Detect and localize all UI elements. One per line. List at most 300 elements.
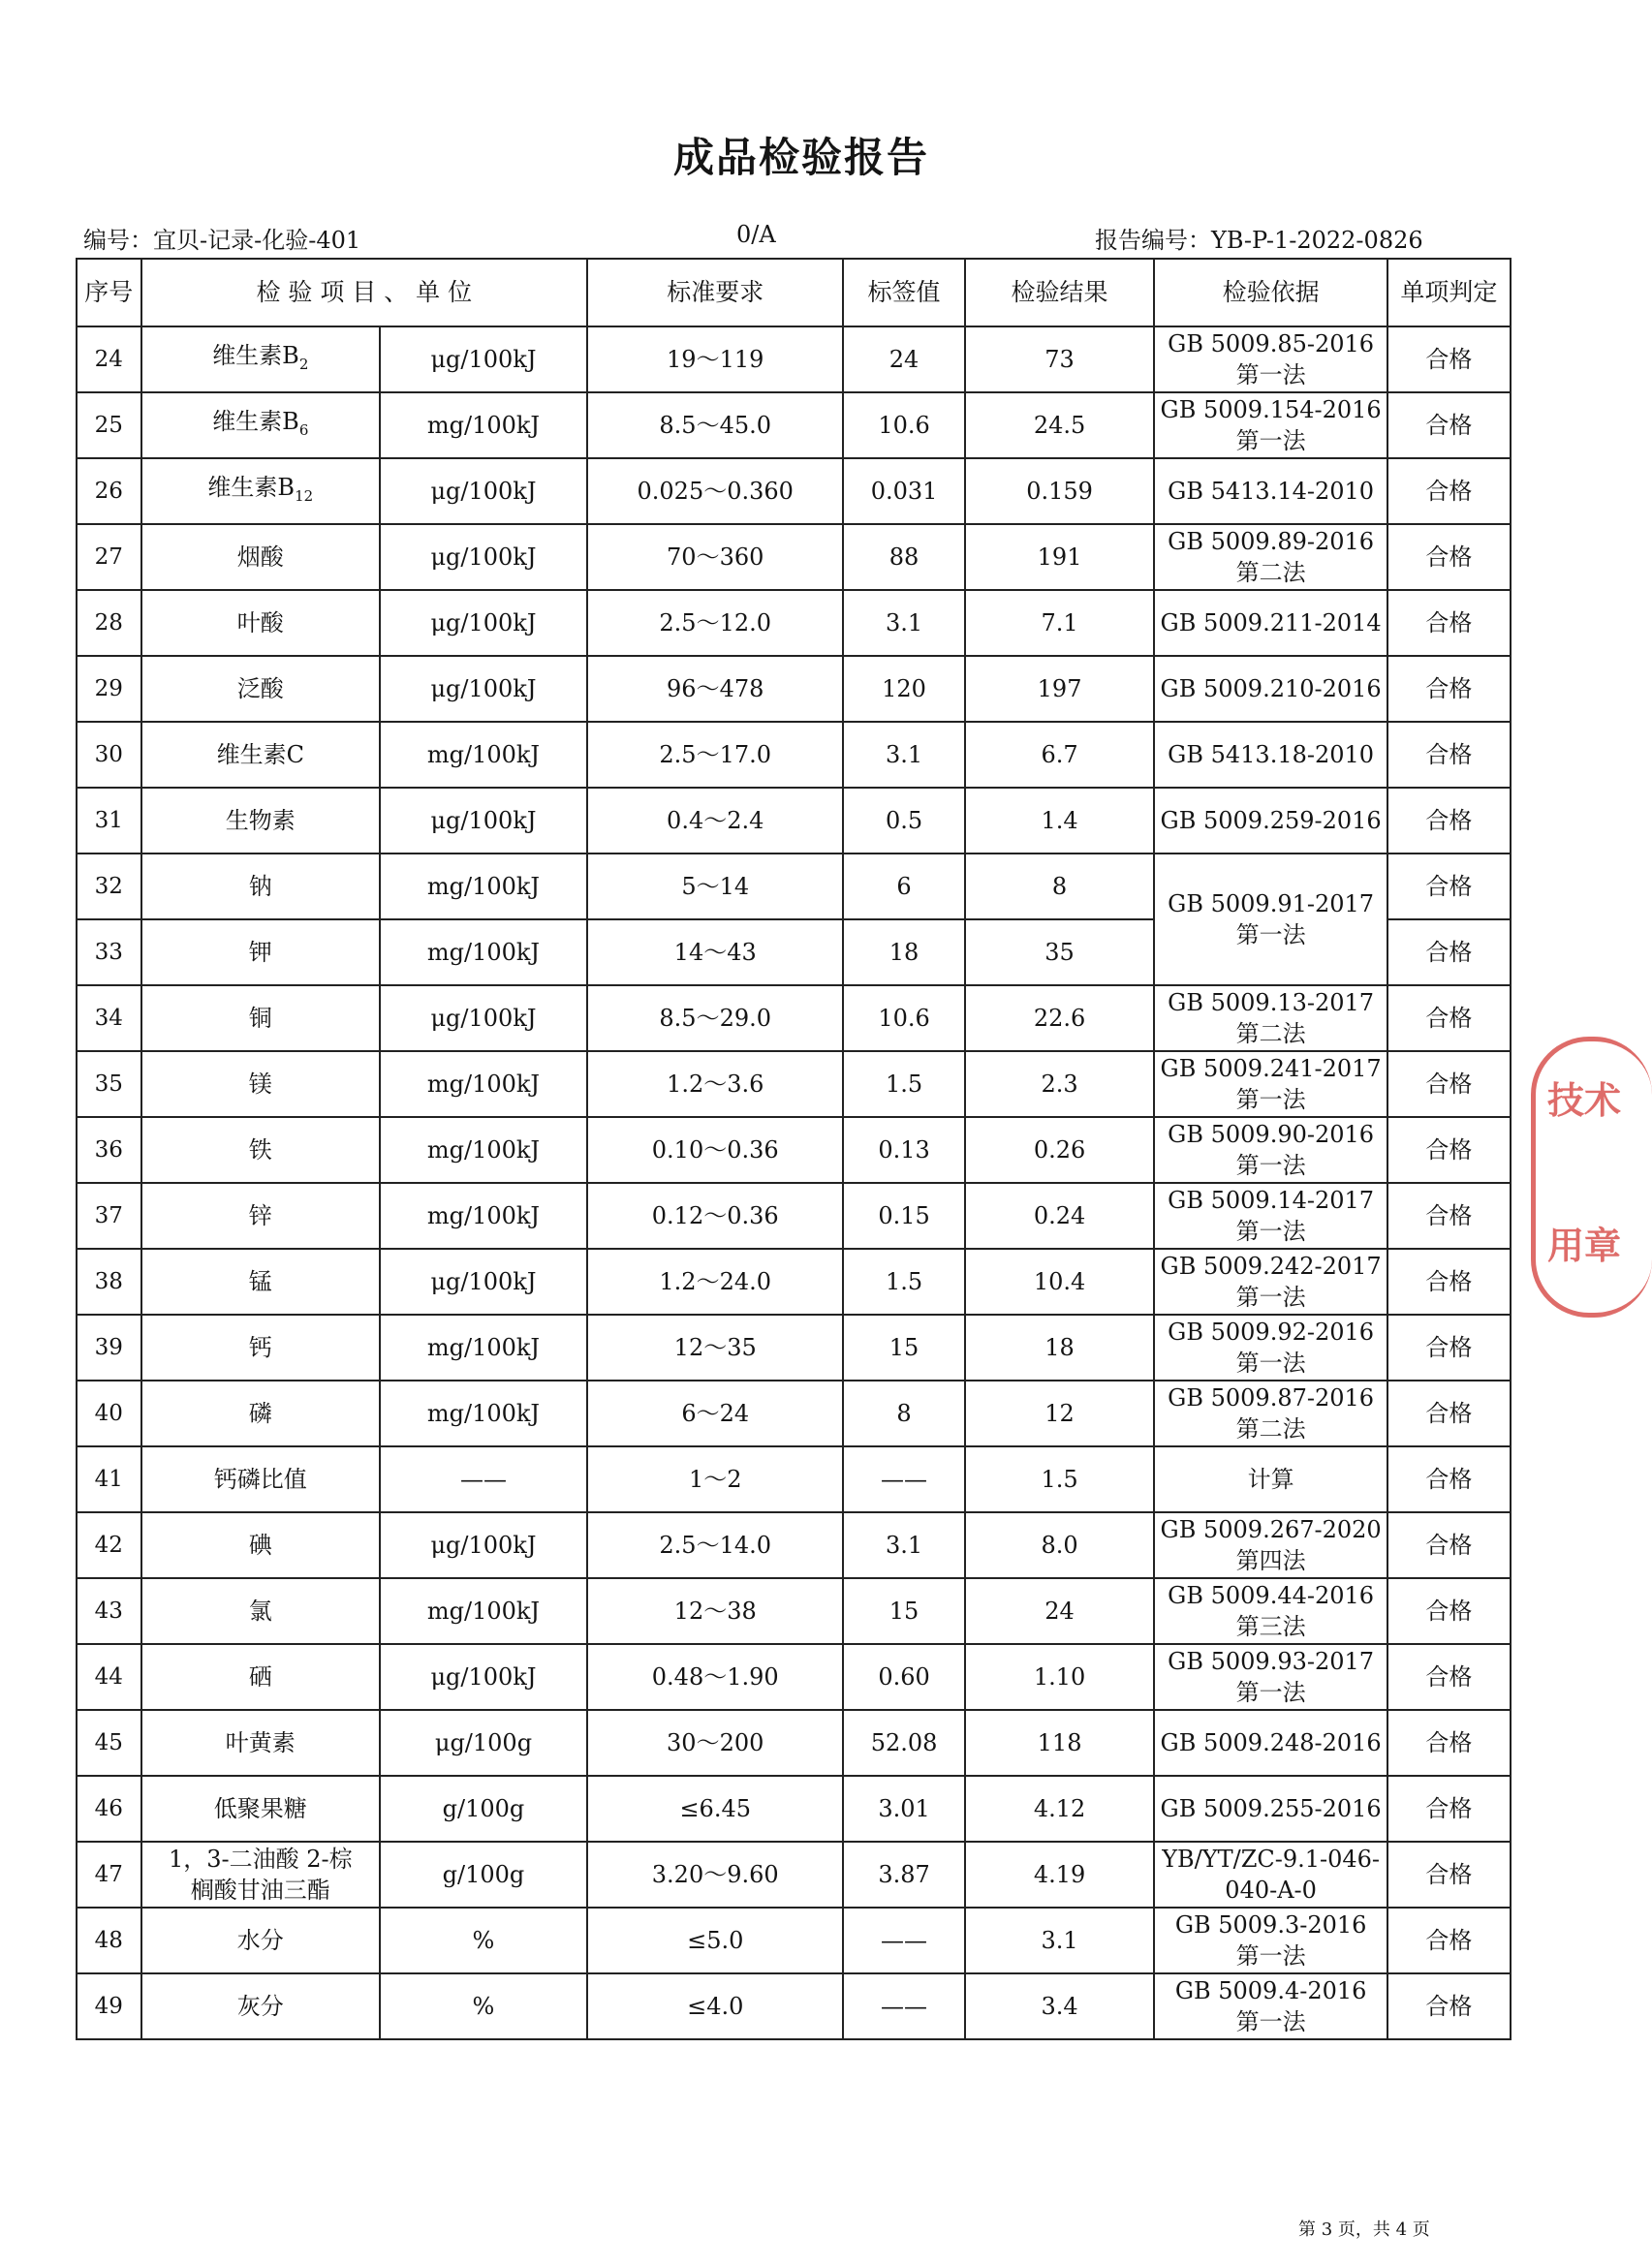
row-unit: mg/100kJ: [380, 1578, 587, 1644]
row-result: 0.159: [965, 458, 1155, 524]
row-basis-line2: 第一法: [1235, 921, 1306, 948]
header-seq: 序号: [77, 259, 141, 326]
row-label-value: 88: [843, 524, 964, 590]
row-standard: 2.5～17.0: [587, 722, 844, 788]
row-basis-line2: 第一法: [1235, 2008, 1306, 2035]
row-basis: [1154, 1644, 1387, 1710]
row-standard: 14～43: [587, 919, 844, 985]
row-label-value: 18: [843, 919, 964, 985]
row-basis: [1154, 1776, 1387, 1842]
row-basis: [1154, 1381, 1387, 1446]
row-item: [141, 1446, 380, 1512]
row-seq: 29: [77, 656, 141, 722]
table-row: [77, 1051, 1511, 1117]
row-basis-line1: GB 5009.4-2016: [1174, 1977, 1367, 2004]
row-item-name: 维生素C: [216, 741, 304, 768]
row-basis-line2: 第二法: [1235, 1020, 1306, 1047]
row-unit: μg/100kJ: [380, 656, 587, 722]
row-basis-line1: GB 5009.13-2017: [1168, 989, 1375, 1016]
version-number: 0/A: [736, 221, 776, 248]
row-basis: [1154, 1842, 1387, 1908]
row-label-value: ——: [843, 1908, 964, 1973]
row-label-value: 10.6: [843, 392, 964, 458]
row-label-value: 6: [843, 854, 964, 919]
row-label-value: 15: [843, 1315, 964, 1381]
row-item: [141, 788, 380, 854]
row-standard: 12～38: [587, 1578, 844, 1644]
row-judgment: 合格: [1387, 1710, 1511, 1776]
header-item-unit: 检 验 项 目 、 单 位: [141, 259, 587, 326]
row-basis-line2: 040-A-0: [1225, 1877, 1317, 1904]
row-unit: ——: [380, 1446, 587, 1512]
row-judgment: 合格: [1387, 788, 1511, 854]
row-result: 73: [965, 326, 1155, 392]
row-label-value: 10.6: [843, 985, 964, 1051]
row-basis-line1: GB 5009.154-2016: [1160, 396, 1382, 423]
row-judgment: 合格: [1387, 919, 1511, 985]
row-seq: 47: [77, 1842, 141, 1908]
row-item: [141, 1117, 380, 1183]
row-seq: 40: [77, 1381, 141, 1446]
table-row: [77, 590, 1511, 656]
row-result: 35: [965, 919, 1155, 985]
row-standard: 0.12～0.36: [587, 1183, 844, 1249]
row-result: 12: [965, 1381, 1155, 1446]
row-basis-line1: GB 5009.87-2016: [1168, 1384, 1375, 1412]
row-label-value: 0.031: [843, 458, 964, 524]
row-label-value: 24: [843, 326, 964, 392]
row-unit: mg/100kJ: [380, 1051, 587, 1117]
table-row: [77, 985, 1511, 1051]
row-item-name: 铁: [248, 1136, 272, 1164]
row-standard: 8.5～45.0: [587, 392, 844, 458]
table-header-row: [77, 259, 1511, 326]
row-result: 3.1: [965, 1908, 1155, 1973]
row-standard: 0.10～0.36: [587, 1117, 844, 1183]
row-label-value: 3.1: [843, 590, 964, 656]
row-item-name: 1，3-二油酸 2-棕: [168, 1846, 353, 1873]
row-label-value: 3.1: [843, 722, 964, 788]
row-unit: μg/100kJ: [380, 458, 587, 524]
row-seq: 41: [77, 1446, 141, 1512]
row-judgment: 合格: [1387, 1249, 1511, 1315]
row-judgment: 合格: [1387, 1183, 1511, 1249]
row-basis-line1: GB 5009.241-2017: [1160, 1055, 1382, 1082]
row-basis-line1: GB 5009.92-2016: [1168, 1319, 1375, 1346]
row-item-name: 磷: [248, 1400, 272, 1427]
row-item: [141, 1842, 380, 1908]
row-item-name: 铜: [248, 1005, 272, 1032]
row-seq: 39: [77, 1315, 141, 1381]
table-row: [77, 722, 1511, 788]
row-judgment: 合格: [1387, 590, 1511, 656]
row-item: [141, 985, 380, 1051]
seal-text-2: 用章: [1547, 1225, 1622, 1267]
row-item-name: 钙: [248, 1334, 272, 1361]
table-row: [77, 1908, 1511, 1973]
row-item: [141, 1183, 380, 1249]
row-label-value: 0.5: [843, 788, 964, 854]
row-item: [141, 1051, 380, 1117]
row-label-value: 8: [843, 1381, 964, 1446]
row-basis-line2: 第三法: [1235, 1613, 1306, 1640]
row-item-name: 泛酸: [236, 675, 284, 702]
row-label-value: 3.01: [843, 1776, 964, 1842]
row-basis-line1: GB 5413.14-2010: [1168, 478, 1375, 505]
row-item: [141, 656, 380, 722]
row-unit: μg/100kJ: [380, 985, 587, 1051]
row-result: 24.5: [965, 392, 1155, 458]
row-unit: μg/100kJ: [380, 1512, 587, 1578]
row-basis-line2: 第二法: [1235, 559, 1306, 586]
row-standard: 0.48～1.90: [587, 1644, 844, 1710]
row-unit: μg/100kJ: [380, 1249, 587, 1315]
row-seq: 30: [77, 722, 141, 788]
table-body: [77, 326, 1511, 2039]
row-basis-line1: 计算: [1247, 1466, 1294, 1493]
seal-text-1: 技术: [1547, 1079, 1622, 1122]
row-item-name: 钠: [248, 873, 272, 900]
row-item: [141, 590, 380, 656]
header-standard: 标准要求: [587, 259, 844, 326]
row-item-name: 维生素B: [212, 407, 299, 435]
table-row: [77, 1578, 1511, 1644]
row-result: 10.4: [965, 1249, 1155, 1315]
row-item-name: 生物素: [225, 807, 296, 834]
row-basis: [1154, 1973, 1387, 2039]
row-unit: %: [380, 1908, 587, 1973]
row-basis: [1154, 985, 1387, 1051]
row-item: [141, 392, 380, 458]
row-label-value: 15: [843, 1578, 964, 1644]
row-basis: [1154, 722, 1387, 788]
row-item: [141, 458, 380, 524]
row-judgment: 合格: [1387, 1117, 1511, 1183]
row-standard: 1.2～24.0: [587, 1249, 844, 1315]
row-item-name: 叶酸: [236, 609, 284, 636]
row-basis: [1154, 1117, 1387, 1183]
row-basis-line1: GB 5413.18-2010: [1168, 741, 1375, 768]
report-number: 报告编号：YB-P-1-2022-0826: [1095, 227, 1423, 254]
row-basis-line2: 第一法: [1235, 1086, 1306, 1113]
row-item: [141, 1644, 380, 1710]
row-basis-line2: 第一法: [1235, 427, 1306, 454]
row-label-value: 1.5: [843, 1249, 964, 1315]
row-unit: mg/100kJ: [380, 854, 587, 919]
row-unit: mg/100kJ: [380, 1381, 587, 1446]
row-standard: 8.5～29.0: [587, 985, 844, 1051]
row-standard: 96～478: [587, 656, 844, 722]
row-seq: 42: [77, 1512, 141, 1578]
row-result: 197: [965, 656, 1155, 722]
official-seal: [1531, 1037, 1652, 1318]
row-item-name: 灰分: [236, 1993, 284, 2020]
table-row: [77, 1315, 1511, 1381]
row-seq: 27: [77, 524, 141, 590]
row-judgment: 合格: [1387, 722, 1511, 788]
table-row: [77, 854, 1511, 919]
row-judgment: 合格: [1387, 524, 1511, 590]
row-basis: [1154, 1512, 1387, 1578]
row-basis-line2: 第一法: [1235, 1679, 1306, 1706]
row-result: 8: [965, 854, 1155, 919]
row-result: 1.10: [965, 1644, 1155, 1710]
row-item-subscript: 12: [295, 486, 314, 505]
row-standard: 6～24: [587, 1381, 844, 1446]
row-basis-line1: GB 5009.89-2016: [1168, 528, 1375, 555]
row-label-value: 3.1: [843, 1512, 964, 1578]
row-seq: 24: [77, 326, 141, 392]
row-basis: [1154, 1249, 1387, 1315]
row-judgment: 合格: [1387, 326, 1511, 392]
row-basis: [1154, 524, 1387, 590]
row-item-name-line2: 榈酸甘油三酯: [190, 1877, 330, 1904]
row-label-value: ——: [843, 1973, 964, 2039]
table-row: [77, 1776, 1511, 1842]
row-item-name: 水分: [236, 1927, 284, 1954]
row-basis-line1: GB 5009.210-2016: [1160, 675, 1382, 702]
row-seq: 44: [77, 1644, 141, 1710]
row-seq: 34: [77, 985, 141, 1051]
row-unit: mg/100kJ: [380, 722, 587, 788]
row-item-name: 钾: [248, 939, 272, 966]
row-seq: 31: [77, 788, 141, 854]
row-basis-line2: 第一法: [1235, 1218, 1306, 1245]
row-unit: μg/100kJ: [380, 788, 587, 854]
row-seq: 28: [77, 590, 141, 656]
table-row: [77, 458, 1511, 524]
row-basis-line1: GB 5009.255-2016: [1160, 1795, 1382, 1822]
row-judgment: 合格: [1387, 656, 1511, 722]
row-judgment: 合格: [1387, 1644, 1511, 1710]
row-unit: g/100g: [380, 1776, 587, 1842]
table-row: [77, 1249, 1511, 1315]
row-label-value: 1.5: [843, 1051, 964, 1117]
row-seq: 45: [77, 1710, 141, 1776]
row-result: 0.26: [965, 1117, 1155, 1183]
row-unit: mg/100kJ: [380, 392, 587, 458]
row-item: [141, 326, 380, 392]
table-row: [77, 1183, 1511, 1249]
row-unit: μg/100kJ: [380, 524, 587, 590]
row-standard: ≤4.0: [587, 1973, 844, 2039]
row-item: [141, 1776, 380, 1842]
row-label-value: 0.60: [843, 1644, 964, 1710]
row-basis-line1: GB 5009.90-2016: [1168, 1121, 1375, 1148]
row-item: [141, 524, 380, 590]
row-basis-line1: GB 5009.242-2017: [1160, 1253, 1382, 1280]
row-item: [141, 854, 380, 919]
row-result: 0.24: [965, 1183, 1155, 1249]
row-item: [141, 1249, 380, 1315]
row-judgment: 合格: [1387, 1842, 1511, 1908]
row-seq: 49: [77, 1973, 141, 2039]
row-item: [141, 1908, 380, 1973]
row-item-name: 维生素B: [212, 341, 299, 369]
row-label-value: 0.13: [843, 1117, 964, 1183]
row-basis-line2: 第一法: [1235, 1350, 1306, 1377]
row-item: [141, 1578, 380, 1644]
row-basis: [1154, 1578, 1387, 1644]
row-standard: 2.5～14.0: [587, 1512, 844, 1578]
row-standard: 3.20～9.60: [587, 1842, 844, 1908]
row-judgment: 合格: [1387, 854, 1511, 919]
table-row: [77, 1644, 1511, 1710]
row-item-name: 钙磷比值: [213, 1466, 307, 1493]
row-result: 4.19: [965, 1842, 1155, 1908]
row-item-name: 维生素B: [207, 473, 296, 501]
row-basis: [1154, 1908, 1387, 1973]
row-result: 1.5: [965, 1446, 1155, 1512]
row-item-name: 叶黄素: [225, 1729, 296, 1756]
row-unit: mg/100kJ: [380, 1117, 587, 1183]
row-item: [141, 1512, 380, 1578]
row-basis-line1: GB 5009.14-2017: [1168, 1187, 1375, 1214]
row-item: [141, 1315, 380, 1381]
row-seq: 35: [77, 1051, 141, 1117]
row-basis: [1154, 1710, 1387, 1776]
header-result: 检验结果: [965, 259, 1155, 326]
row-basis-line2: 第二法: [1235, 1415, 1306, 1443]
row-judgment: 合格: [1387, 985, 1511, 1051]
row-basis: [1154, 1446, 1387, 1512]
row-basis: [1154, 326, 1387, 392]
header-basis: 检验依据: [1154, 259, 1387, 326]
row-seq: 36: [77, 1117, 141, 1183]
row-label-value: 0.15: [843, 1183, 964, 1249]
row-result: 118: [965, 1710, 1155, 1776]
row-basis-line1: GB 5009.211-2014: [1160, 609, 1382, 636]
row-judgment: 合格: [1387, 1446, 1511, 1512]
table-row: [77, 788, 1511, 854]
row-basis: [1154, 788, 1387, 854]
row-basis-line2: 第一法: [1235, 1942, 1306, 1970]
row-result: 1.4: [965, 788, 1155, 854]
row-basis-line1: YB/YT/ZC-9.1-046-: [1162, 1846, 1381, 1873]
row-standard: 0.4～2.4: [587, 788, 844, 854]
row-result: 22.6: [965, 985, 1155, 1051]
row-basis-line1: GB 5009.44-2016: [1168, 1582, 1375, 1609]
row-basis-line1: GB 5009.3-2016: [1174, 1911, 1367, 1939]
row-unit: mg/100kJ: [380, 919, 587, 985]
row-item-name: 镁: [248, 1071, 272, 1098]
row-standard: 1.2～3.6: [587, 1051, 844, 1117]
row-result: 8.0: [965, 1512, 1155, 1578]
row-item-name: 氯: [248, 1598, 272, 1625]
row-basis: [1154, 458, 1387, 524]
row-basis-line1: GB 5009.267-2020: [1160, 1516, 1382, 1543]
row-result: 6.7: [965, 722, 1155, 788]
row-label-value: 120: [843, 656, 964, 722]
row-seq: 32: [77, 854, 141, 919]
row-judgment: 合格: [1387, 1578, 1511, 1644]
row-basis-line2: 第一法: [1235, 1284, 1306, 1311]
row-judgment: 合格: [1387, 458, 1511, 524]
row-judgment: 合格: [1387, 1973, 1511, 2039]
row-basis-line1: GB 5009.259-2016: [1160, 807, 1382, 834]
row-standard: ≤6.45: [587, 1776, 844, 1842]
row-standard: 19～119: [587, 326, 844, 392]
table-row: [77, 1381, 1511, 1446]
table-row: [77, 1512, 1511, 1578]
row-basis: [1154, 1183, 1387, 1249]
row-standard: 5～14: [587, 854, 844, 919]
row-result: 4.12: [965, 1776, 1155, 1842]
row-seq: 46: [77, 1776, 141, 1842]
row-item-subscript: 2: [298, 355, 309, 373]
row-judgment: 合格: [1387, 1051, 1511, 1117]
row-item-name: 硒: [248, 1663, 272, 1691]
row-seq: 25: [77, 392, 141, 458]
table-row: [77, 524, 1511, 590]
row-item: [141, 1381, 380, 1446]
row-standard: ≤5.0: [587, 1908, 844, 1973]
table-row: [77, 1446, 1511, 1512]
table-row: [77, 392, 1511, 458]
row-item-subscript: 6: [298, 420, 309, 439]
row-judgment: 合格: [1387, 1381, 1511, 1446]
row-unit: mg/100kJ: [380, 1183, 587, 1249]
row-unit: g/100g: [380, 1842, 587, 1908]
report-title: 成品检验报告: [672, 134, 929, 181]
row-seq: 37: [77, 1183, 141, 1249]
row-item-name: 碘: [248, 1532, 272, 1559]
row-seq: 43: [77, 1578, 141, 1644]
row-basis-line2: 第四法: [1235, 1547, 1306, 1574]
row-standard: 2.5～12.0: [587, 590, 844, 656]
row-unit: mg/100kJ: [380, 1315, 587, 1381]
row-standard: 30～200: [587, 1710, 844, 1776]
row-label-value: ——: [843, 1446, 964, 1512]
row-item: [141, 722, 380, 788]
table-row: [77, 1973, 1511, 2039]
row-basis: [1154, 1315, 1387, 1381]
row-unit: μg/100g: [380, 1710, 587, 1776]
row-unit: μg/100kJ: [380, 326, 587, 392]
row-basis: [1154, 1051, 1387, 1117]
row-basis-line1: GB 5009.85-2016: [1168, 330, 1375, 357]
row-standard: 1～2: [587, 1446, 844, 1512]
table-row: [77, 1117, 1511, 1183]
row-item-name: 烟酸: [236, 543, 284, 571]
row-item-name: 低聚果糖: [213, 1795, 307, 1822]
row-item: [141, 919, 380, 985]
table-row: [77, 326, 1511, 392]
row-basis: [1154, 590, 1387, 656]
table-row: [77, 1710, 1511, 1776]
table-row: [77, 1842, 1511, 1908]
row-label-value: 52.08: [843, 1710, 964, 1776]
row-judgment: 合格: [1387, 1315, 1511, 1381]
row-standard: 70～360: [587, 524, 844, 590]
inspection-table: [76, 258, 1512, 2040]
row-standard: 12～35: [587, 1315, 844, 1381]
row-unit: μg/100kJ: [380, 590, 587, 656]
row-label-value: 3.87: [843, 1842, 964, 1908]
row-result: 7.1: [965, 590, 1155, 656]
row-judgment: 合格: [1387, 1908, 1511, 1973]
row-basis-line2: 第一法: [1235, 361, 1306, 388]
row-basis-line1: GB 5009.248-2016: [1160, 1729, 1382, 1756]
row-result: 3.4: [965, 1973, 1155, 2039]
row-item-name: 锌: [248, 1202, 272, 1229]
row-unit: μg/100kJ: [380, 1644, 587, 1710]
row-basis-line1: GB 5009.93-2017: [1168, 1648, 1375, 1675]
row-result: 18: [965, 1315, 1155, 1381]
row-seq: 33: [77, 919, 141, 985]
row-basis: [1154, 392, 1387, 458]
row-basis: [1154, 854, 1387, 985]
